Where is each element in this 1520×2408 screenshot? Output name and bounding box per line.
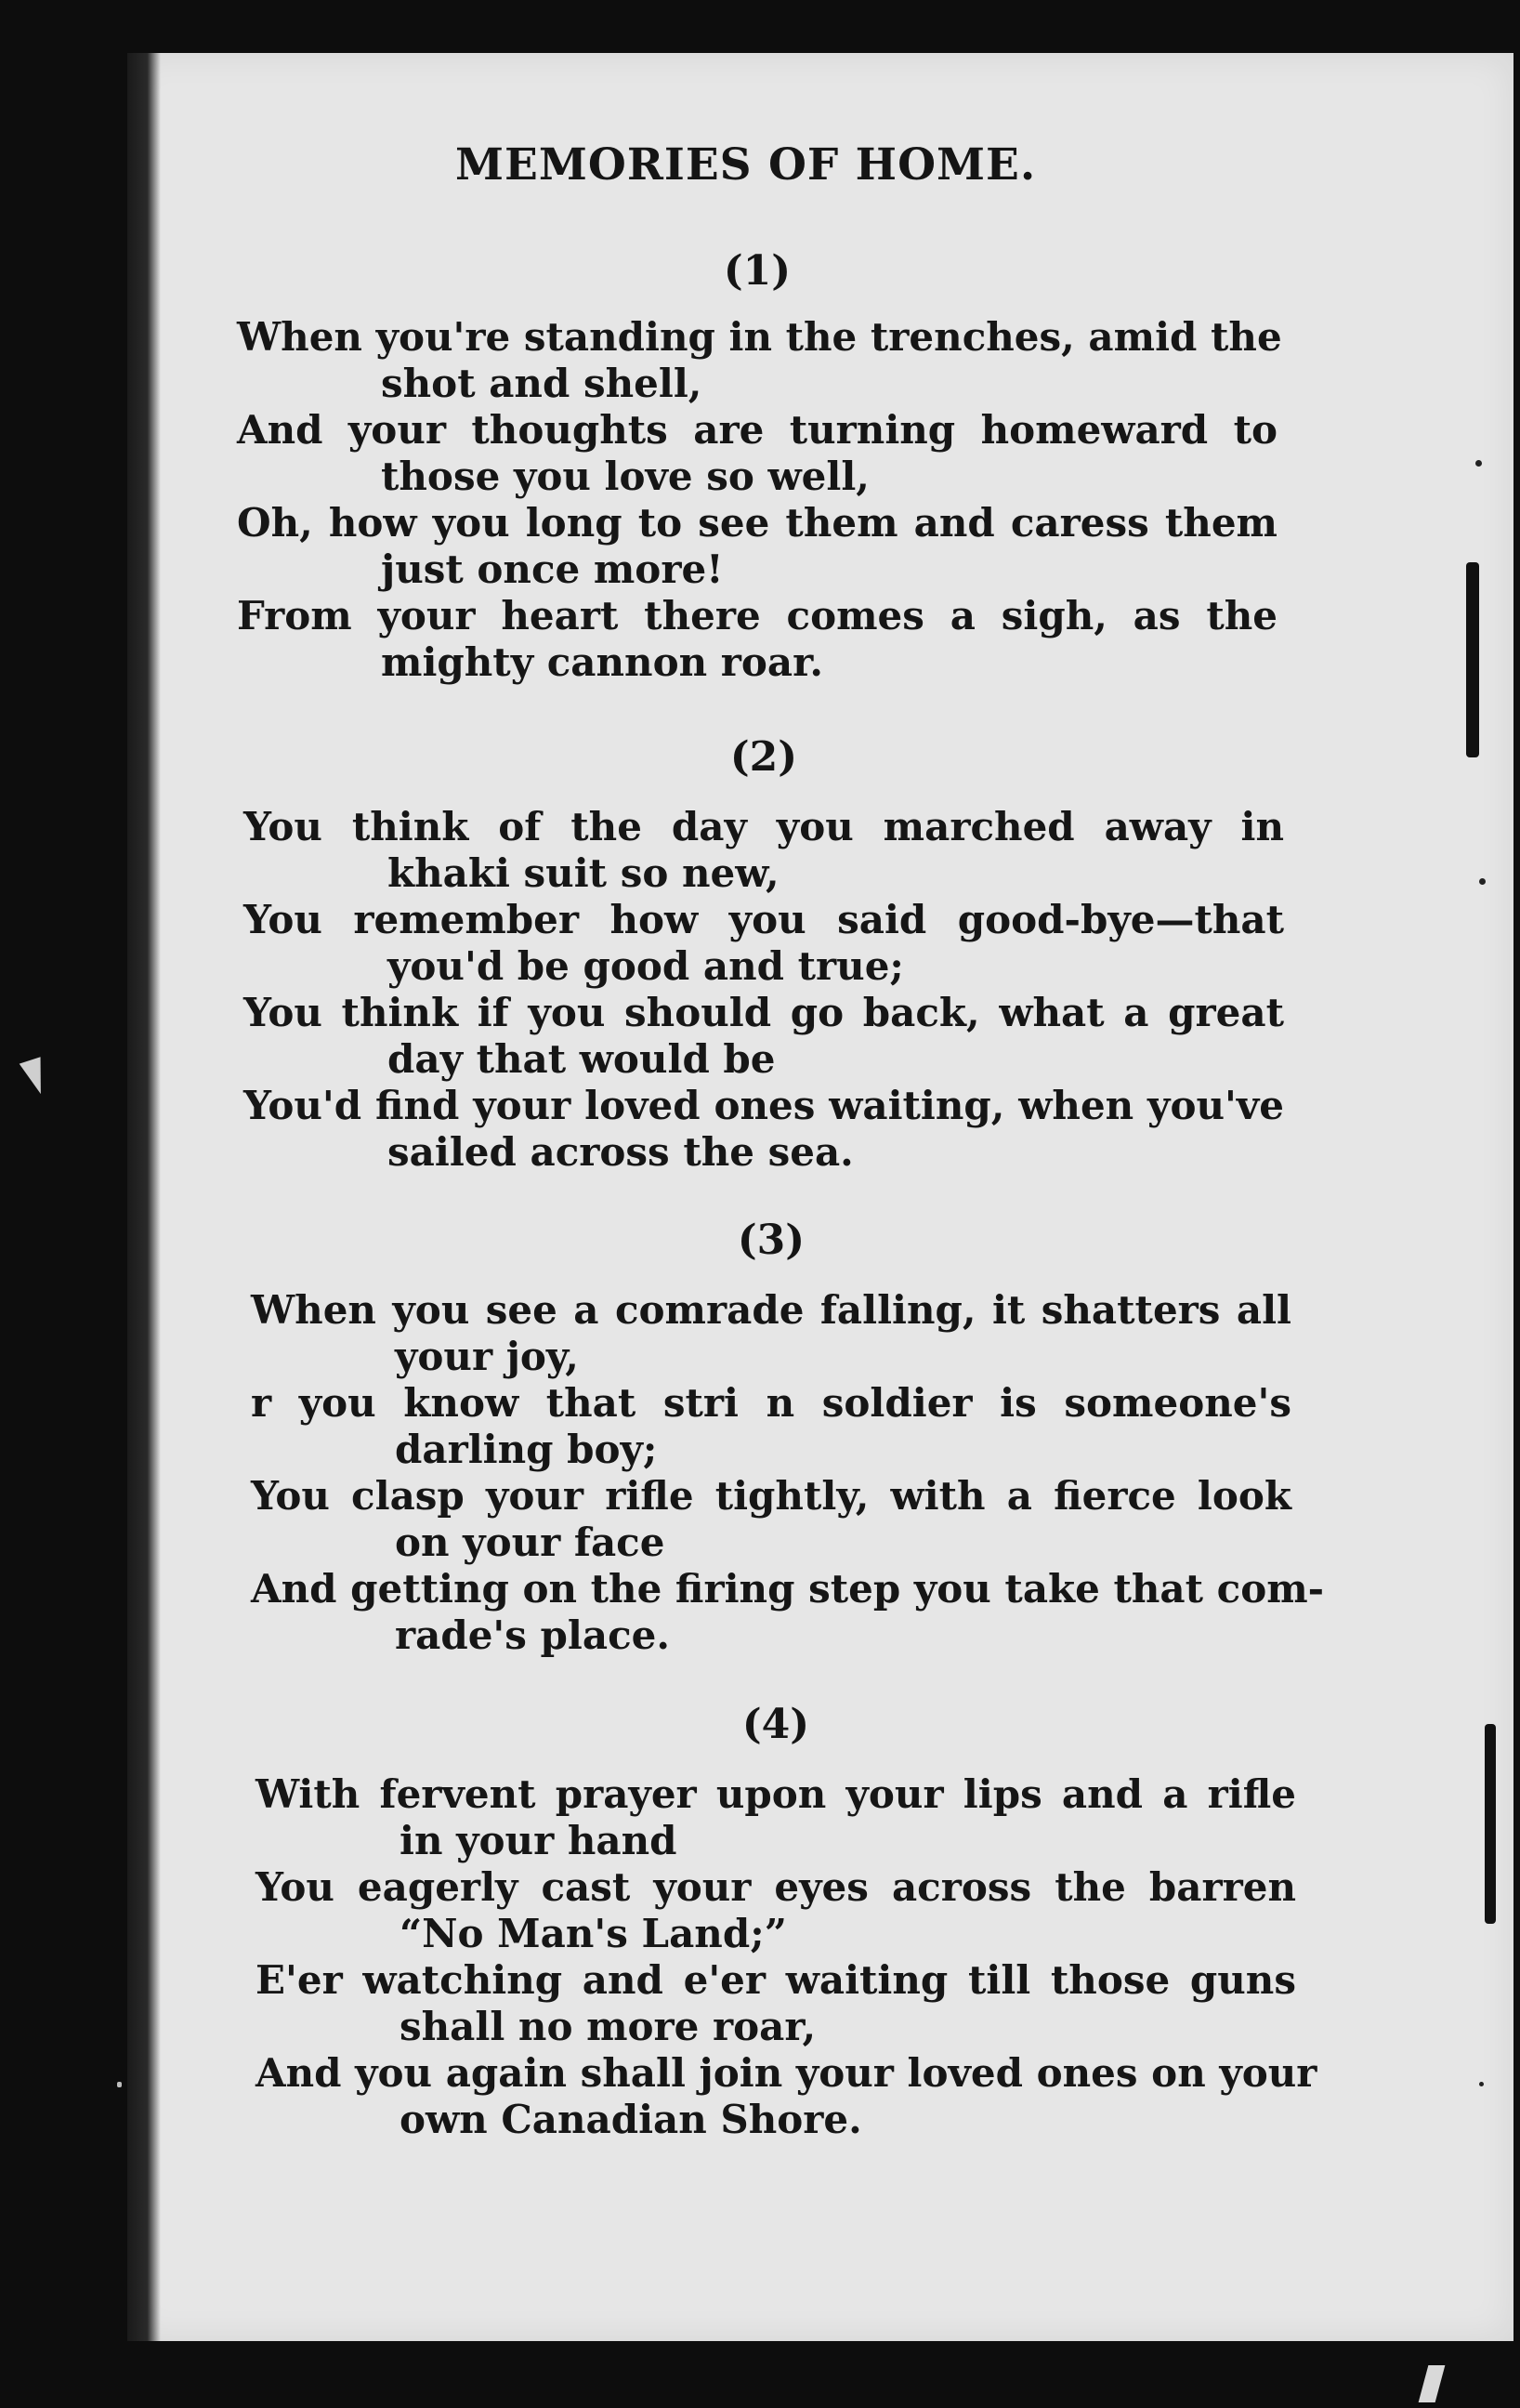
stanza-2 <box>243 730 1284 1176</box>
stanza-number: (3) <box>737 1217 806 1264</box>
verse-line: You think of the day you marched away in <box>243 804 1284 849</box>
verse-line-continuation: khaki suit so new, <box>387 850 780 896</box>
stanza-4 <box>256 1697 1317 2143</box>
verse-line-continuation: “No Man's Land;” <box>400 1911 787 1956</box>
scan-edge-mark <box>20 1057 52 1098</box>
scan-speck <box>1479 2082 1484 2086</box>
binding-staple-mark <box>1466 562 1479 757</box>
verse-line-continuation: day that would be <box>387 1036 776 1082</box>
verse-line-continuation: those you love so well, <box>381 454 870 499</box>
stanza-number: (2) <box>729 733 798 781</box>
verse-line: With fervent prayer upon your lips and a rifle <box>256 1771 1296 1817</box>
verse-line: You think if you should go back, what a great <box>243 990 1284 1035</box>
verse-line: And you again shall join your loved ones on your <box>256 2050 1317 2096</box>
verse-line-continuation: in your hand <box>400 1818 677 1863</box>
verse-line-continuation: mighty cannon roar. <box>381 639 824 685</box>
verse-line: You'd find your loved ones waiting, when you've <box>243 1083 1284 1128</box>
verse-line-continuation: shall no more roar, <box>400 2004 817 2049</box>
poem-title: MEMORIES OF HOME. <box>455 139 1037 191</box>
verse-line: When you see a comrade falling, it shatters all <box>251 1287 1291 1333</box>
verse-line: Oh, how you long to see them and caress them <box>237 500 1278 546</box>
verse-line-continuation: rade's place. <box>395 1612 671 1658</box>
verse-line: E'er watching and e'er waiting till those guns <box>256 1957 1296 2003</box>
scan-speck <box>117 2082 122 2087</box>
verse-line: And your thoughts are turning homeward to <box>237 407 1278 453</box>
verse-line-continuation: just once more! <box>381 546 724 592</box>
verse-line-continuation: darling boy; <box>395 1427 658 1472</box>
verse-line-continuation: you'd be good and true; <box>387 943 904 989</box>
verse-line-continuation: on your face <box>395 1520 665 1565</box>
scan-edge-mark <box>1419 2365 1446 2402</box>
stanza-number: (4) <box>741 1701 810 1748</box>
verse-line-continuation: your joy, <box>395 1334 579 1379</box>
stanza-1 <box>237 243 1282 686</box>
verse-line: You clasp your rifle tightly, with a fierce look <box>251 1473 1291 1519</box>
verse-line-continuation: own Canadian Shore. <box>400 2097 862 2142</box>
verse-line: You eagerly cast your eyes across the barren <box>256 1864 1296 1910</box>
verse-line-continuation: shot and shell, <box>381 361 702 406</box>
verse-line-continuation: sailed across the sea. <box>387 1129 854 1175</box>
stanza-3 <box>251 1213 1325 1659</box>
page-binding-shadow <box>127 53 161 2341</box>
verse-line: From your heart there comes a sigh, as the <box>237 593 1278 638</box>
stanza-number: (1) <box>723 247 792 295</box>
verse-line: When you're standing in the trenches, amid the <box>237 314 1282 360</box>
verse-line: And getting on the firing step you take that com- <box>251 1566 1325 1612</box>
scan-speck <box>1475 460 1482 467</box>
scan-speck <box>1479 878 1486 885</box>
verse-line: r you know that stri n soldier is someone's <box>251 1380 1291 1426</box>
verse-line: You remember how you said good-bye—that <box>243 897 1284 942</box>
binding-staple-mark <box>1485 1724 1496 1924</box>
